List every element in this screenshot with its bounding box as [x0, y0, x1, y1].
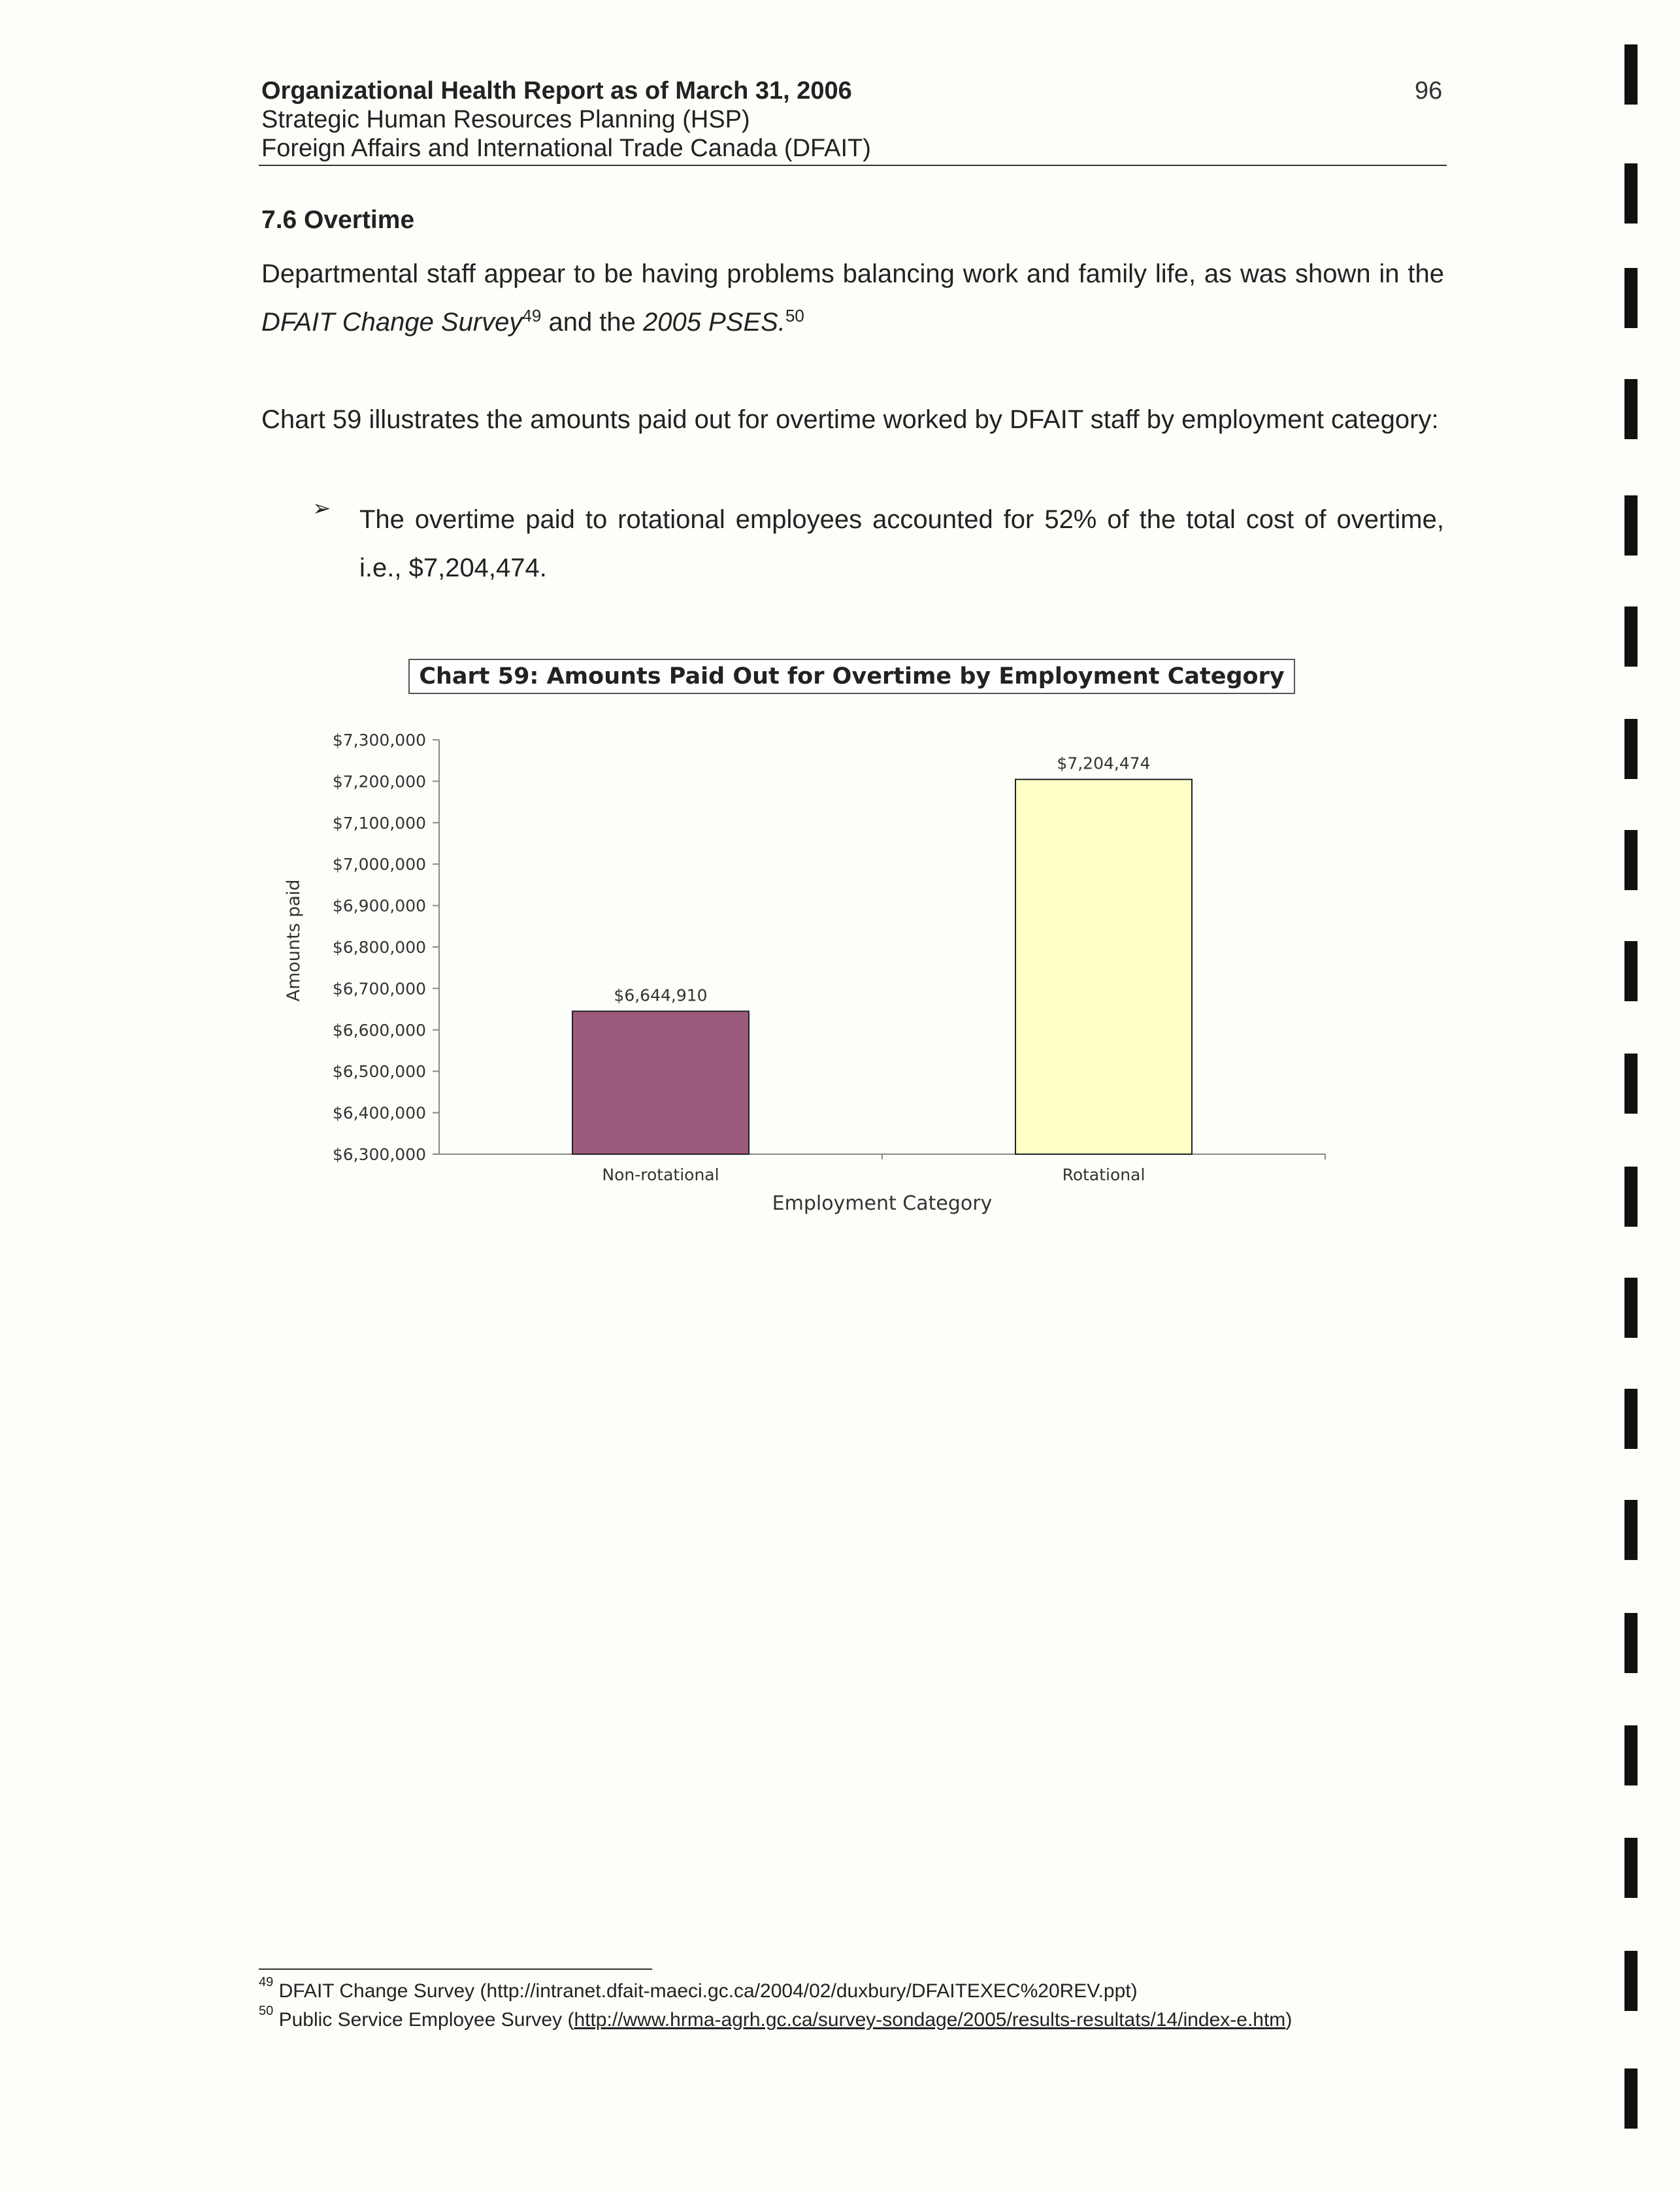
- x-tick-label: Non-rotational: [602, 1165, 719, 1184]
- y-tick-label: $6,300,000: [332, 1145, 426, 1164]
- report-subtitle: Strategic Human Resources Planning (HSP): [261, 106, 750, 133]
- data-label: $7,204,474: [1057, 754, 1151, 773]
- intro-italic-survey: DFAIT Change Survey: [261, 308, 523, 337]
- data-label: $6,644,910: [614, 986, 708, 1005]
- binder-mark: [1624, 719, 1638, 779]
- binder-mark: [1624, 1278, 1638, 1338]
- bar-non-rotational: [572, 1011, 749, 1154]
- binder-mark: [1624, 1613, 1638, 1673]
- intro-italic-pses: 2005 PSES.: [643, 308, 785, 337]
- bullet-arrow-icon: ➢: [312, 496, 331, 521]
- footnote-50-number: 50: [259, 2004, 274, 2018]
- chart-title: Chart 59: Amounts Paid Out for Overtime by Employment Category: [408, 659, 1295, 694]
- binder-mark: [1624, 379, 1638, 439]
- y-tick-label: $6,400,000: [332, 1103, 426, 1123]
- y-tick-label: $7,300,000: [332, 731, 426, 750]
- footnote-49: [259, 1975, 1138, 2002]
- binder-mark: [1624, 1389, 1638, 1449]
- y-tick-label: $7,200,000: [332, 772, 426, 791]
- section-heading: 7.6 Overtime: [261, 206, 415, 234]
- binder-mark: [1624, 1951, 1638, 2011]
- footnote-50-suffix: ): [1285, 2009, 1293, 2031]
- page-number: 96: [1415, 77, 1443, 105]
- bullet-text: The overtime paid to rotational employees accounted for 52% of the total cost of overtime, i.e., $7,204,474.: [359, 505, 1444, 582]
- binder-mark: [1624, 268, 1638, 328]
- footnote-49-number: 49: [259, 1975, 274, 1989]
- binder-mark: [1624, 495, 1638, 556]
- report-title: Organizational Health Report as of March 31, 2006: [261, 77, 852, 105]
- chart-intro-paragraph: Chart 59 illustrates the amounts paid out for overtime worked by DFAIT staff by employment category:: [261, 405, 1439, 434]
- footnote-ref-50[interactable]: 50: [785, 306, 804, 325]
- y-tick-label: $6,700,000: [332, 979, 426, 999]
- footnote-ref-49[interactable]: 49: [522, 306, 542, 325]
- y-tick-label: $7,100,000: [332, 813, 426, 833]
- binder-mark: [1624, 941, 1638, 1001]
- x-axis-title: Employment Category: [772, 1192, 993, 1215]
- y-tick-label: $6,900,000: [332, 896, 426, 916]
- footnote-49-text: DFAIT Change Survey (http://intranet.dfait-maeci.gc.ca/2004/02/duxbury/DFAITEXEC%20REV.ppt): [278, 1980, 1138, 2002]
- report-department: Foreign Affairs and International Trade Canada (DFAIT): [261, 135, 871, 162]
- footnote-50-link[interactable]: http://www.hrma-agrh.gc.ca/survey-sondage/2005/results-resultats/14/index-e.htm: [574, 2009, 1286, 2031]
- binder-mark: [1624, 1838, 1638, 1898]
- y-tick-label: $6,500,000: [332, 1062, 426, 1082]
- binder-mark: [1624, 1054, 1638, 1114]
- y-axis-title: Amounts paid: [284, 879, 304, 1002]
- binder-mark: [1624, 1500, 1638, 1560]
- y-tick-label: $6,600,000: [332, 1020, 426, 1040]
- binder-mark: [1624, 2068, 1638, 2129]
- binder-mark: [1624, 1167, 1638, 1227]
- bar-rotational: [1015, 780, 1192, 1154]
- binder-mark: [1624, 1725, 1638, 1785]
- footnote-50: [259, 2004, 1293, 2031]
- binder-mark: [1624, 44, 1638, 105]
- intro-text-a: Departmental staff appear to be having problems balancing work and family life, as was shown in the: [261, 259, 1444, 288]
- x-tick-label: Rotational: [1062, 1165, 1145, 1184]
- footnote-50-prefix: Public Service Employee Survey (: [278, 2009, 574, 2031]
- binder-mark: [1624, 163, 1638, 224]
- binder-mark: [1624, 830, 1638, 890]
- intro-text-b: and the: [541, 308, 644, 337]
- y-tick-label: $6,800,000: [332, 938, 426, 957]
- footnote-rule: [259, 1968, 652, 1970]
- binder-mark: [1624, 606, 1638, 667]
- y-tick-label: $7,000,000: [332, 855, 426, 874]
